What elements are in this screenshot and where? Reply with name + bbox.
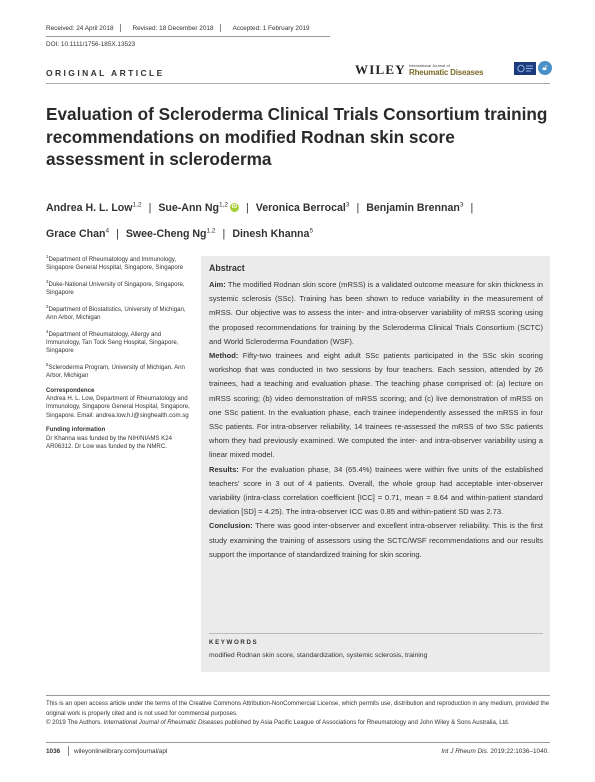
correspondence-heading: Correspondence <box>46 386 95 394</box>
divider <box>68 746 69 756</box>
author-list: Andrea H. L. Low$^{1,2}$ | Sue-Ann Ng$^{1,2}$ iD | Veronica Berrocal$^3$ | Benjamin Brennan$^3$ | Grace Chan$^4$ | Swee-Cheng Ng$^{1,2}$ | Dinesh Khanna$^5$ <box>46 201 474 241</box>
author[interactable]: Andrea H. L. Low$^{1,2}$ <box>46 201 142 214</box>
revised-date: Revised: 18 December 2018 <box>132 24 214 32</box>
journal-name-small: International Journal of <box>409 63 450 68</box>
abstract-conclusion: Conclusion: There was good inter-observer and excellent intra-observer reliability. This is the first study examining the training of assessors using the SCTC/WSF recommendations and our results support the importance of standardized training for skin scoring. <box>209 521 543 559</box>
abstract-results: Results: For the evaluation phase, 34 (65.4%) trainees were within five units of the established teachers' score in 3 out of 4 patients. Overall, the whole group had acceptable inter-observer variability (intra-class correlation coefficient [ICC] = 0.71, mean = 8.64 and within-patient standard deviation [SD] = 4.25). The intra-observer ICC was 0.85 and within-patient SD was 2.73. <box>209 464 543 517</box>
orcid-icon[interactable]: iD <box>231 204 238 211</box>
affiliation: $^3$Department of Biostatistics, University of Michigan, Ann Arbor, Michigan <box>46 303 186 322</box>
journal-url[interactable]: wileyonlinelibrary.com/journal/apl <box>74 748 168 755</box>
author[interactable]: Dinesh Khanna$^5$ <box>232 227 314 241</box>
author[interactable]: Veronica Berrocal$^3$ <box>255 201 350 214</box>
article-type: ORIGINAL ARTICLE <box>46 68 165 78</box>
divider <box>46 36 330 37</box>
doi[interactable]: DOI: 10.1111/1756-185X.13523 <box>46 41 136 48</box>
divider <box>46 695 550 696</box>
abstract-method: Method: Fifty-two trainees and eight adult SSc patients participated in the SSc skin scoring workshop that was conducted in two sessions by four teachers. Each session, attended by 26 trainees, had a teaching and evaluation phase. The teaching phase comprised of: (a) lecture on mRSS scoring; (b) video demonstration of mRSS scoring; and (c) live demonstration of mRSS on one SSc patient. In the evaluation phase, each trainee independently assessed the mRSS in four SSc patients. For intra-observer reliability, 14 trainees re-assessed the mRSS of two SSc patients whom they had previously examined. We computed the inter- and intra-observer variability using a linear mixed model. <box>209 351 543 460</box>
affiliation: $^1$Department of Rheumatology and Immunology, Singapore General Hospital, Singapore, Singapore <box>46 254 184 272</box>
affiliation: $^5$Scleroderma Program, University of Michigan, Ann Arbor, Michigan <box>46 361 185 380</box>
page-number: 1036 <box>46 748 61 755</box>
author[interactable]: Sue-Ann Ng$^{1,2}$ <box>158 201 229 214</box>
affiliation: $^4$Department of Rheumatology, Allergy and Immunology, Tan Tock Seng Hospital, Singapore, Singapore <box>46 328 179 355</box>
author[interactable]: Benjamin Brennan$^3$ <box>366 201 464 214</box>
apl-logo <box>514 62 536 75</box>
copyright-statement: © 2019 The Authors. International Journal of Rheumatic Diseases published by Asia Pacific League of Associations for Rheumatology and John Wiley & Sons Australia, Ltd. <box>46 719 510 727</box>
abstract-aim: Aim: The modified Rodnan skin score (mRSS) is a validated outcome measure for skin thickness in systemic sclerosis (SSc). Training has been shown to reduce variability in the measurement of mRSS. Our objective was to assess the inter- and intra-observer variability of mRSS scoring using the proposed recommendations for training by the Scleroderma Clinical Trials Consortium (SCTC) and World Scleroderma Foundation (WSF). <box>209 280 543 346</box>
journal-name: Rheumatic Diseases <box>409 68 484 77</box>
abstract-heading: Abstract <box>209 263 245 273</box>
keywords: modified Rodnan skin score, standardization, systemic sclerosis, training <box>209 652 428 659</box>
open-access-icon: 🔓︎ <box>538 61 552 75</box>
citation: Int J Rheum Dis. 2019;22:1036–1040. <box>441 748 549 755</box>
affiliation: $^2$Duke-National University of Singapore, Singapore, Singapore <box>46 278 185 297</box>
wiley-logo: WILEY <box>355 62 406 77</box>
received-date: Received: 24 April 2018 <box>46 24 114 32</box>
author[interactable]: Swee-Cheng Ng$^{1,2}$ <box>125 227 216 241</box>
abstract-body <box>209 278 543 562</box>
funding-heading: Funding information <box>46 426 106 434</box>
divider <box>46 83 550 84</box>
abstract-box <box>201 256 550 672</box>
author[interactable]: Grace Chan$^4$ <box>46 227 110 241</box>
keywords-heading: KEYWORDS <box>209 639 259 646</box>
accepted-date: Accepted: 1 February 2019 <box>232 24 310 32</box>
divider <box>120 24 127 32</box>
correspondence-text: Andrea H. L. Low, Department of Rheumatology and Immunology, Singapore General Hospital, Singapore, Singapore. Email: andrea.low.h.l@singhealth.com.sg <box>46 395 190 419</box>
article-title: Evaluation of Scleroderma Clinical Trials Consortium training recommendations on modified Rodnan skin score assessment in scleroderma <box>46 104 548 169</box>
funding-text: Dr Khanna was funded by the NIH/NIAMS K24 AR06312. Dr Low was funded by the NMRC. <box>46 434 173 451</box>
affiliations-column <box>46 253 191 451</box>
license-statement: This is an open access article under the terms of the Creative Commons Attribution-NonCommercial License, which permits use, distribution and reproduction in any medium, provided the original work is properly cited and is not used for commercial purposes. <box>46 700 549 717</box>
divider <box>46 742 550 743</box>
license-text <box>46 699 556 728</box>
publication-dates <box>46 24 316 32</box>
divider <box>220 24 227 32</box>
journal-logo <box>409 63 509 79</box>
divider <box>209 633 543 634</box>
